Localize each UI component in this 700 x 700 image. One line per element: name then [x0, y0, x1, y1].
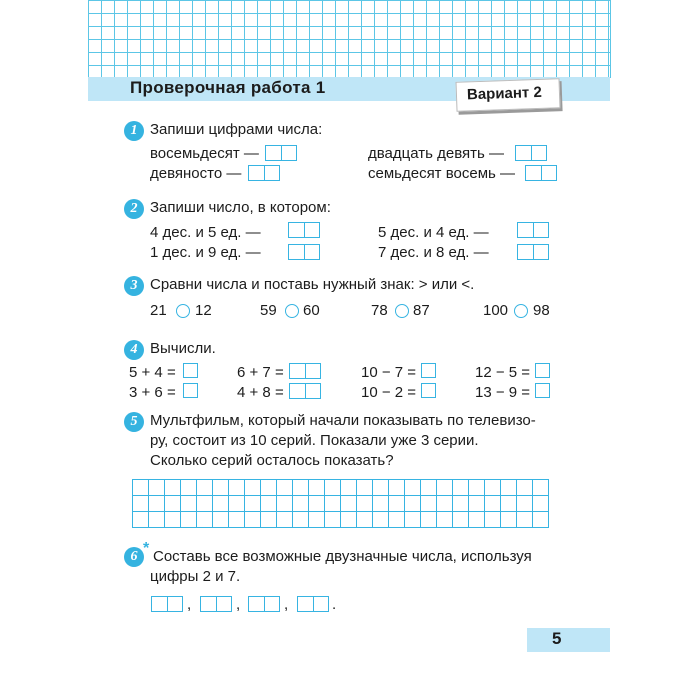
answer-box[interactable] — [288, 244, 320, 260]
expression: 4 + 8 = — [237, 384, 284, 401]
task-number-4: 4 — [124, 340, 144, 360]
task-number-3: 3 — [124, 276, 144, 296]
task-5-line: ру, состоит из 10 серий. Показали уже 3 серии. — [150, 432, 479, 449]
task-6-line: цифры 2 и 7. — [150, 568, 241, 585]
page-title: Проверочная работа 1 — [130, 78, 326, 97]
compare-left: 59 — [260, 302, 277, 319]
task-number-1: 1 — [124, 121, 144, 141]
task-5-line: Сколько серий осталось показать? — [150, 452, 394, 469]
task-1-item: восемьдесят — — [150, 145, 259, 162]
compare-left: 78 — [371, 302, 388, 319]
expression: 12 − 5 = — [475, 364, 531, 381]
separator: , — [236, 596, 241, 613]
answer-box[interactable] — [248, 596, 280, 612]
compare-right: 87 — [413, 302, 430, 319]
expression: 10 − 2 = — [361, 384, 417, 401]
separator: . — [332, 596, 337, 613]
decorative-grid — [88, 0, 611, 78]
answer-box[interactable] — [289, 383, 321, 399]
task-4-prompt: Вычисли. — [150, 340, 216, 357]
task-number-2: 2 — [124, 199, 144, 219]
task-2-item: 5 дес. и 4 ед. — — [378, 224, 489, 241]
answer-box[interactable] — [535, 383, 550, 398]
answer-box[interactable] — [265, 145, 297, 161]
compare-right: 12 — [195, 302, 212, 319]
answer-box[interactable] — [525, 165, 557, 181]
expression: 3 + 6 = — [129, 384, 176, 401]
answer-box[interactable] — [421, 383, 436, 398]
answer-box[interactable] — [297, 596, 329, 612]
answer-box[interactable] — [535, 363, 550, 378]
compare-right: 60 — [303, 302, 320, 319]
task-number-5: 5 — [124, 412, 144, 432]
task-2-item: 4 дес. и 5 ед. — — [150, 224, 261, 241]
expression: 10 − 7 = — [361, 364, 417, 381]
compare-circle[interactable] — [285, 304, 299, 318]
task-2-item: 7 дес. и 8 ед. — — [378, 244, 489, 261]
compare-circle[interactable] — [514, 304, 528, 318]
separator: , — [284, 596, 289, 613]
task-1-item: семьдесят восемь — — [368, 165, 516, 182]
answer-box[interactable] — [515, 145, 547, 161]
compare-right: 98 — [533, 302, 550, 319]
task-1-prompt: Запиши цифрами числа: — [150, 121, 323, 138]
page-number: 5 — [552, 629, 562, 648]
compare-circle[interactable] — [395, 304, 409, 318]
compare-left: 21 — [150, 302, 167, 319]
compare-left: 100 — [483, 302, 509, 319]
task-2-item: 1 дес. и 9 ед. — — [150, 244, 261, 261]
task-1-item: двадцать девять — — [368, 145, 504, 162]
expression: 6 + 7 = — [237, 364, 284, 381]
answer-box[interactable] — [183, 383, 198, 398]
answer-box[interactable] — [183, 363, 198, 378]
task-5-line: Мультфильм, который начали показывать по телевизо- — [150, 412, 536, 429]
task-6-line: Составь все возможные двузначные числа, используя — [153, 548, 532, 565]
task-3-prompt: Сравни числа и поставь нужный знак: > или <. — [150, 276, 475, 293]
footer-bar — [527, 628, 610, 652]
answer-box[interactable] — [517, 244, 549, 260]
answer-box[interactable] — [517, 222, 549, 238]
task-number-6: 6 — [124, 547, 144, 567]
task-2-prompt: Запиши число, в котором: — [150, 199, 331, 216]
answer-box[interactable] — [200, 596, 232, 612]
variant-text: Вариант 2 — [466, 83, 543, 104]
answer-box[interactable] — [421, 363, 436, 378]
separator: , — [187, 596, 192, 613]
star-mark: * — [143, 540, 150, 557]
answer-grid[interactable] — [132, 479, 549, 528]
answer-box[interactable] — [289, 363, 321, 379]
answer-box[interactable] — [288, 222, 320, 238]
compare-circle[interactable] — [176, 304, 190, 318]
answer-box[interactable] — [151, 596, 183, 612]
expression: 13 − 9 = — [475, 384, 531, 401]
variant-label — [456, 78, 561, 112]
expression: 5 + 4 = — [129, 364, 176, 381]
answer-box[interactable] — [248, 165, 280, 181]
task-1-item: девяносто — — [150, 165, 242, 182]
